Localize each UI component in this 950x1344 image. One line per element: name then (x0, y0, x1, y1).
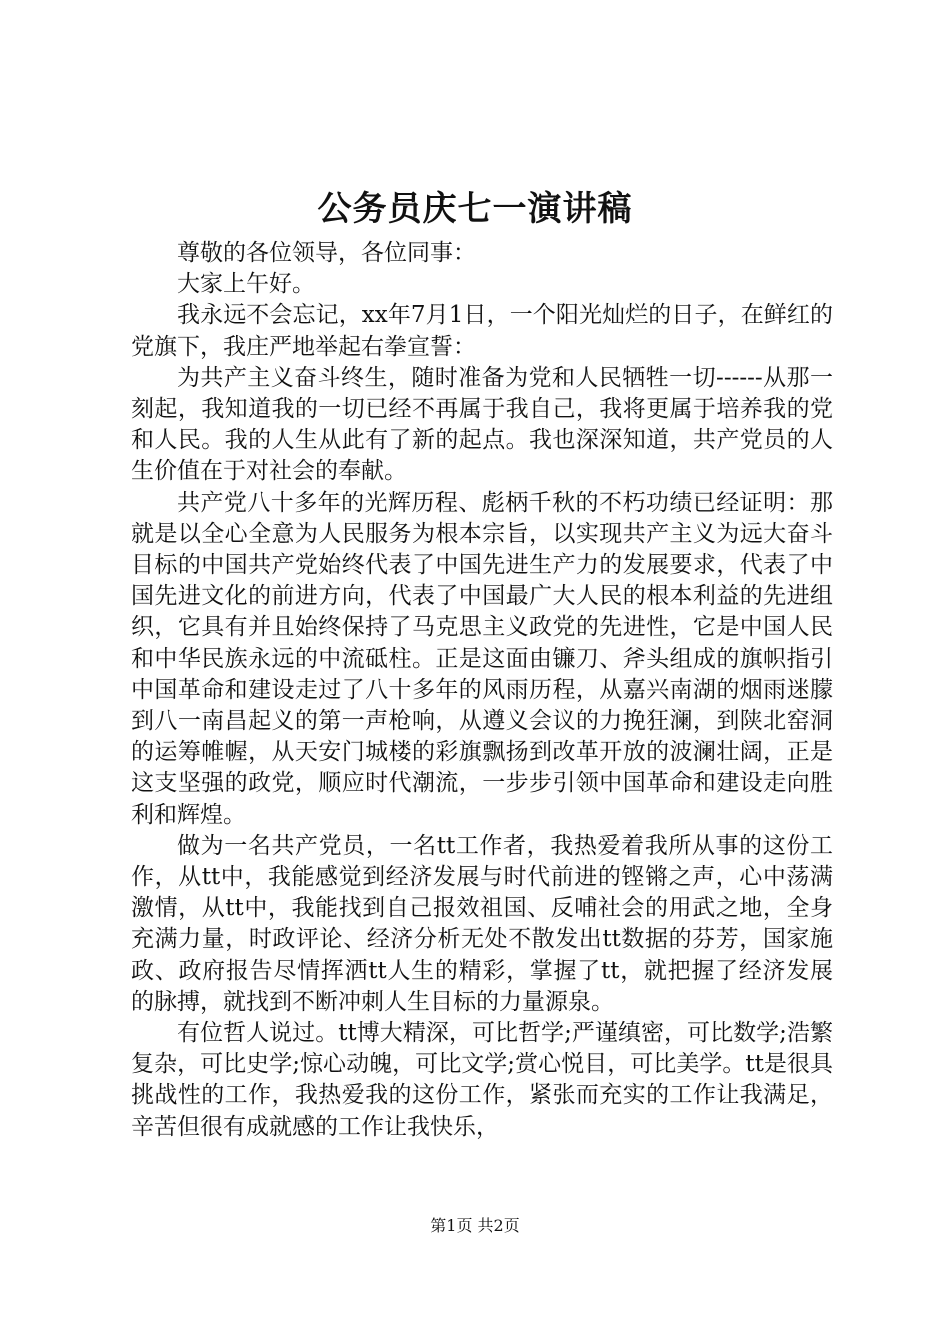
paragraph-philosopher: 有位哲人说过。tt博大精深，可比哲学;严谨缜密，可比数学;浩繁复杂，可比史学;惊心动魄，可比文学;赏心悦目，可比美学。tt是很具挑战性的工作，我热爱我的这份工作，紧张而充实的工作让我满足，辛苦但很有成就感的工作让我快乐， (131, 1020, 833, 1140)
document-body (131, 238, 833, 1143)
paragraph-greeting: 大家上午好。 (177, 271, 315, 298)
paragraph-oath: 为共产主义奋斗终生，随时准备为党和人民牺牲一切------从那一刻起，我知道我的一切已经不再属于我自己，我将更属于培养我的党和人民。我的人生从此有了新的起点。我也深深知道，共产党员的人生价值在于对社会的奉献。 (131, 364, 833, 485)
paragraph-salutation: 尊敬的各位领导，各位同事： (177, 240, 476, 266)
document-title: 公务员庆七一演讲稿 (317, 189, 633, 229)
paragraph-party-history: 共产党八十多年的光辉历程、彪柄千秋的不朽功绩已经证明：那就是以全心全意为人民服务为根本宗旨，以实现共产主义为远大奋斗目标的中国共产党始终代表了中国先进生产力的发展要求，代表了中国先进文化的前进方向，代表了中国最广大人民的根本利益的先进组织，它具有并且始终保持了马克思主义政党的先进性，它是中国人民和中华民族永远的中流砥柱。正是这面由镰刀、斧头组成的旗帜指引中国革命和建设走过了八十多年的风雨历程，从嘉兴南湖的烟雨迷朦到八一南昌起义的第一声枪响，从遵义会议的力挽狂澜，到陕北窑洞的运筹帷幄，从天安门城楼的彩旗飘扬到改革开放的波澜壮阔，正是这支坚强的政党，顺应时代潮流，一步步引领中国革命和建设走向胜利和辉煌。 (131, 489, 833, 828)
page-number-footer: 第1页 共2页 (430, 1216, 520, 1235)
paragraph-work: 做为一名共产党员，一名tt工作者，我热爱着我所从事的这份工作，从tt中，我能感觉到经济发展与时代前进的铿锵之声，心中荡满激情，从tt中，我能找到自己报效祖国、反哺社会的用武之地，全身充满力量，时政评论、经济分析无处不散发出tt数据的芬芳，国家施政、政府报告尽情挥洒tt人生的精彩，掌握了tt，就把握了经济发展的脉搏，就找到不断冲刺人生目标的力量源泉。 (131, 832, 833, 1015)
paragraph-oath-memory: 我永远不会忘记，xx年7月1日，一个阳光灿烂的日子，在鲜红的党旗下，我庄严地举起右拳宣誓： (131, 302, 833, 360)
